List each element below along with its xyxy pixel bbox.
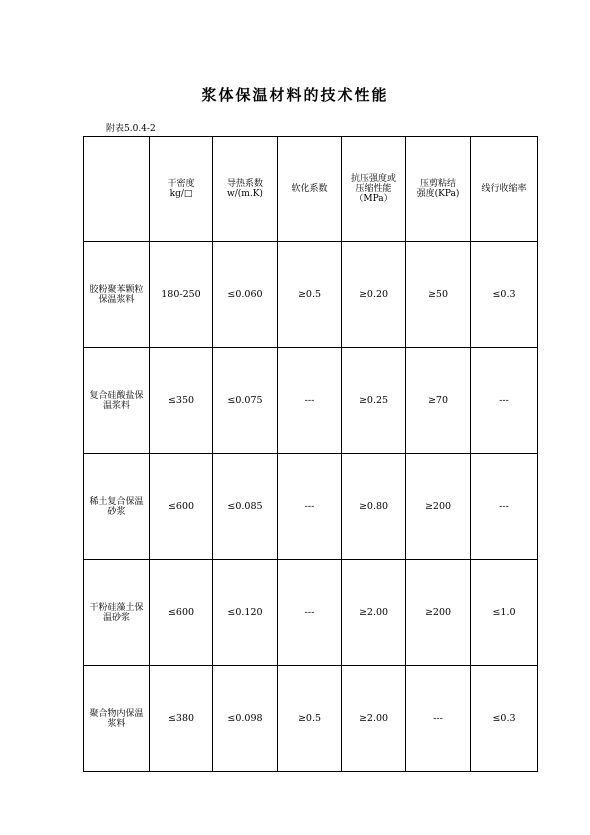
compressive-strength-cell: ≥0.80: [342, 454, 406, 560]
table-row: [84, 348, 538, 454]
header-cell-material: [84, 137, 150, 242]
thermal-conductivity-cell: ≤0.098: [213, 666, 278, 772]
softening-coefficient-cell: ≥0.5: [278, 242, 342, 348]
table-row: [84, 560, 538, 666]
page-title: 浆体保温材料的技术性能: [201, 86, 389, 104]
compressive-strength-cell: ≥0.25: [342, 348, 406, 454]
dry-density-cell: ≤600: [150, 560, 213, 666]
compressive-strength-cell: ≥2.00: [342, 560, 406, 666]
table-header-row: [84, 137, 538, 242]
softening-coefficient-cell: ≥0.5: [278, 666, 342, 772]
linear-shrinkage-cell: ---: [471, 348, 538, 454]
compressive-strength-cell: ≥2.00: [342, 666, 406, 772]
header-cell-shear-bond-strength: 压剪粘结 强度(KPa): [406, 137, 471, 242]
shear-bond-strength-cell: ≥70: [406, 348, 471, 454]
shear-bond-strength-cell: ≥50: [406, 242, 471, 348]
linear-shrinkage-cell: ≤0.3: [471, 666, 538, 772]
dry-density-cell: ≤600: [150, 454, 213, 560]
material-name-cell: 复合硅酸盐保 温浆料: [84, 348, 150, 454]
shear-bond-strength-cell: ---: [406, 666, 471, 772]
softening-coefficient-cell: ---: [278, 454, 342, 560]
material-name-cell: 聚合物内保温 浆料: [84, 666, 150, 772]
dry-density-cell: ≤350: [150, 348, 213, 454]
header-cell-thermal-conductivity: 导热系数 w/(m.K): [213, 137, 278, 242]
thermal-conductivity-cell: ≤0.085: [213, 454, 278, 560]
table-row: [84, 242, 538, 348]
table-row: [84, 666, 538, 772]
header-cell-softening-coefficient: 软化系数: [278, 137, 342, 242]
softening-coefficient-cell: ---: [278, 560, 342, 666]
material-name-cell: 稀土复合保温 砂浆: [84, 454, 150, 560]
dry-density-cell: ≤380: [150, 666, 213, 772]
shear-bond-strength-cell: ≥200: [406, 454, 471, 560]
table-row: [84, 454, 538, 560]
compressive-strength-cell: ≥0.20: [342, 242, 406, 348]
linear-shrinkage-cell: ---: [471, 454, 538, 560]
softening-coefficient-cell: ---: [278, 348, 342, 454]
dry-density-cell: 180-250: [150, 242, 213, 348]
thermal-conductivity-cell: ≤0.075: [213, 348, 278, 454]
material-name-cell: 胶粉聚苯颗粒 保温浆料: [84, 242, 150, 348]
thermal-conductivity-cell: ≤0.120: [213, 560, 278, 666]
header-cell-compressive-strength: 抗压强度或 压缩性能 （MPa）: [342, 137, 406, 242]
header-cell-linear-shrinkage: 线行收缩率: [471, 137, 538, 242]
linear-shrinkage-cell: ≤0.3: [471, 242, 538, 348]
thermal-conductivity-cell: ≤0.060: [213, 242, 278, 348]
header-cell-dry-density: 干密度 kg/□: [150, 137, 213, 242]
linear-shrinkage-cell: ≤1.0: [471, 560, 538, 666]
technical-performance-table: [83, 136, 538, 772]
shear-bond-strength-cell: ≥200: [406, 560, 471, 666]
table-caption: 附表5.0.4-2: [106, 124, 156, 134]
material-name-cell: 干粉硅藻土保 温砂浆: [84, 560, 150, 666]
